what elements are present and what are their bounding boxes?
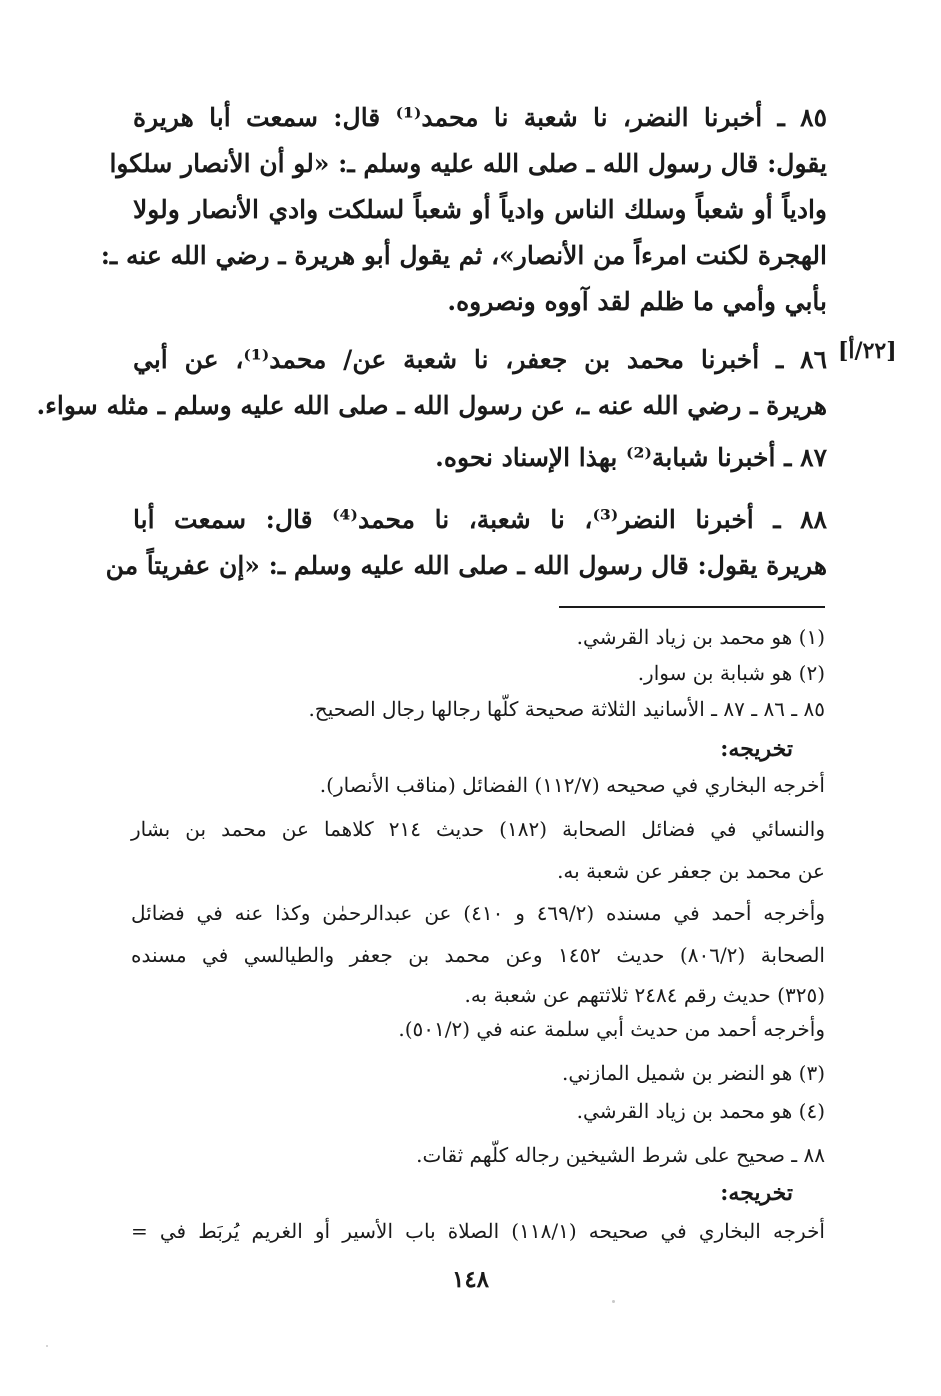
- hadith-85-line-1: ٨٥ ـ أخبرنا النضر، نا شعبة نا محمد⁽¹⁾ قال: سمعت أبا هريرة: [133, 103, 827, 132]
- hadith-86-line-1: ٨٦ ـ أخبرنا محمد بن جعفر، نا شعبة عن/ محمد⁽¹⁾، عن أبي: [133, 345, 827, 374]
- hadith-86-line-2: هريرة ـ رضي الله عنه ـ، عن رسول الله ـ صلى الله عليه وسلم ـ مثله سواء.: [36, 391, 827, 420]
- hadith-85-line-3: وادياً أو شعباً وسلك الناس وادياً أو شعباً لسلكت وادي الأنصار ولولا: [133, 195, 827, 224]
- takhrij-heading-2: تخريجه:: [720, 1180, 793, 1206]
- takhrij-1-line-7: وأخرجه أحمد من حديث أبي سلمة عنه في (٥٠١/٢).: [398, 1017, 825, 1041]
- takhrij-1-line-5: الصحابة (٨٠٦/٢) حديث ١٤٥٢ وعن محمد بن جعفر والطيالسي في مسنده: [131, 943, 825, 967]
- grading-88: ٨٨ ـ صحيح على شرط الشيخين رجاله كلّهم ثقات.: [416, 1143, 825, 1167]
- footnote-4: (٤) هو محمد بن زياد القرشي.: [576, 1099, 825, 1123]
- page-number: ١٤٨: [451, 1266, 490, 1293]
- takhrij-1-line-1: أخرجه البخاري في صحيحه (١١٢/٧) الفضائل (مناقب الأنصار).: [319, 773, 825, 797]
- grading-85-87: ٨٥ ـ ٨٦ ـ ٨٧ ـ الأسانيد الثلاثة صحيحة كلّها رجالها رجال الصحيح.: [308, 697, 825, 721]
- footnote-2: (٢) هو شبابة بن سوار.: [637, 661, 825, 685]
- scan-speck: [46, 1345, 48, 1347]
- takhrij-2-line-1: أخرجه البخاري في صحيحه (١١٨/١) الصلاة باب الأسير أو الغريم يُربَط في =: [131, 1219, 825, 1243]
- takhrij-heading-1: تخريجه:: [720, 736, 793, 762]
- footnote-separator: [559, 606, 825, 608]
- hadith-85-line-4: الهجرة لكنت امرءاً من الأنصار»، ثم يقول أبو هريرة ـ رضي الله عنه ـ:: [100, 241, 827, 270]
- hadith-87-line-1: ٨٧ ـ أخبرنا شبابة⁽²⁾ بهذا الإسناد نحوه.: [435, 443, 827, 472]
- takhrij-1-line-6: (٣٢٥) حديث رقم ٢٤٨٤ ثلاثتهم عن شعبة به.: [464, 983, 825, 1007]
- manuscript-folio-ref: [٢٢/أ]: [838, 338, 897, 364]
- footnote-1: (١) هو محمد بن زياد القرشي.: [576, 625, 825, 649]
- takhrij-1-line-3: عن محمد بن جعفر عن شعبة به.: [557, 859, 825, 883]
- takhrij-1-line-4: وأخرجه أحمد في مسنده (٤٦٩/٢ و ٤١٠) عن عبدالرحمٰن وكذا عنه في فضائل: [131, 901, 826, 925]
- scan-speck: [612, 1300, 615, 1303]
- footnote-3: (٣) هو النضر بن شميل المازني.: [562, 1061, 825, 1085]
- hadith-88-line-2: هريرة يقول: قال رسول الله ـ صلى الله عليه وسلم ـ: «إن عفريتاً من: [105, 551, 827, 580]
- hadith-85-line-5: بأبي وأمي ما ظلم لقد آووه ونصروه.: [447, 287, 827, 316]
- hadith-88-line-1: ٨٨ ـ أخبرنا النضر⁽³⁾، نا شعبة، نا محمد⁽⁴⁾ قال: سمعت أبا: [133, 505, 827, 534]
- takhrij-1-line-2: والنسائي في فضائل الصحابة (١٨٢) حديث ٢١٤ كلاهما عن محمد بن بشار: [131, 817, 825, 841]
- hadith-85-line-2: يقول: قال رسول الله ـ صلى الله عليه وسلم ـ: «لو أن الأنصار سلكوا: [109, 149, 827, 178]
